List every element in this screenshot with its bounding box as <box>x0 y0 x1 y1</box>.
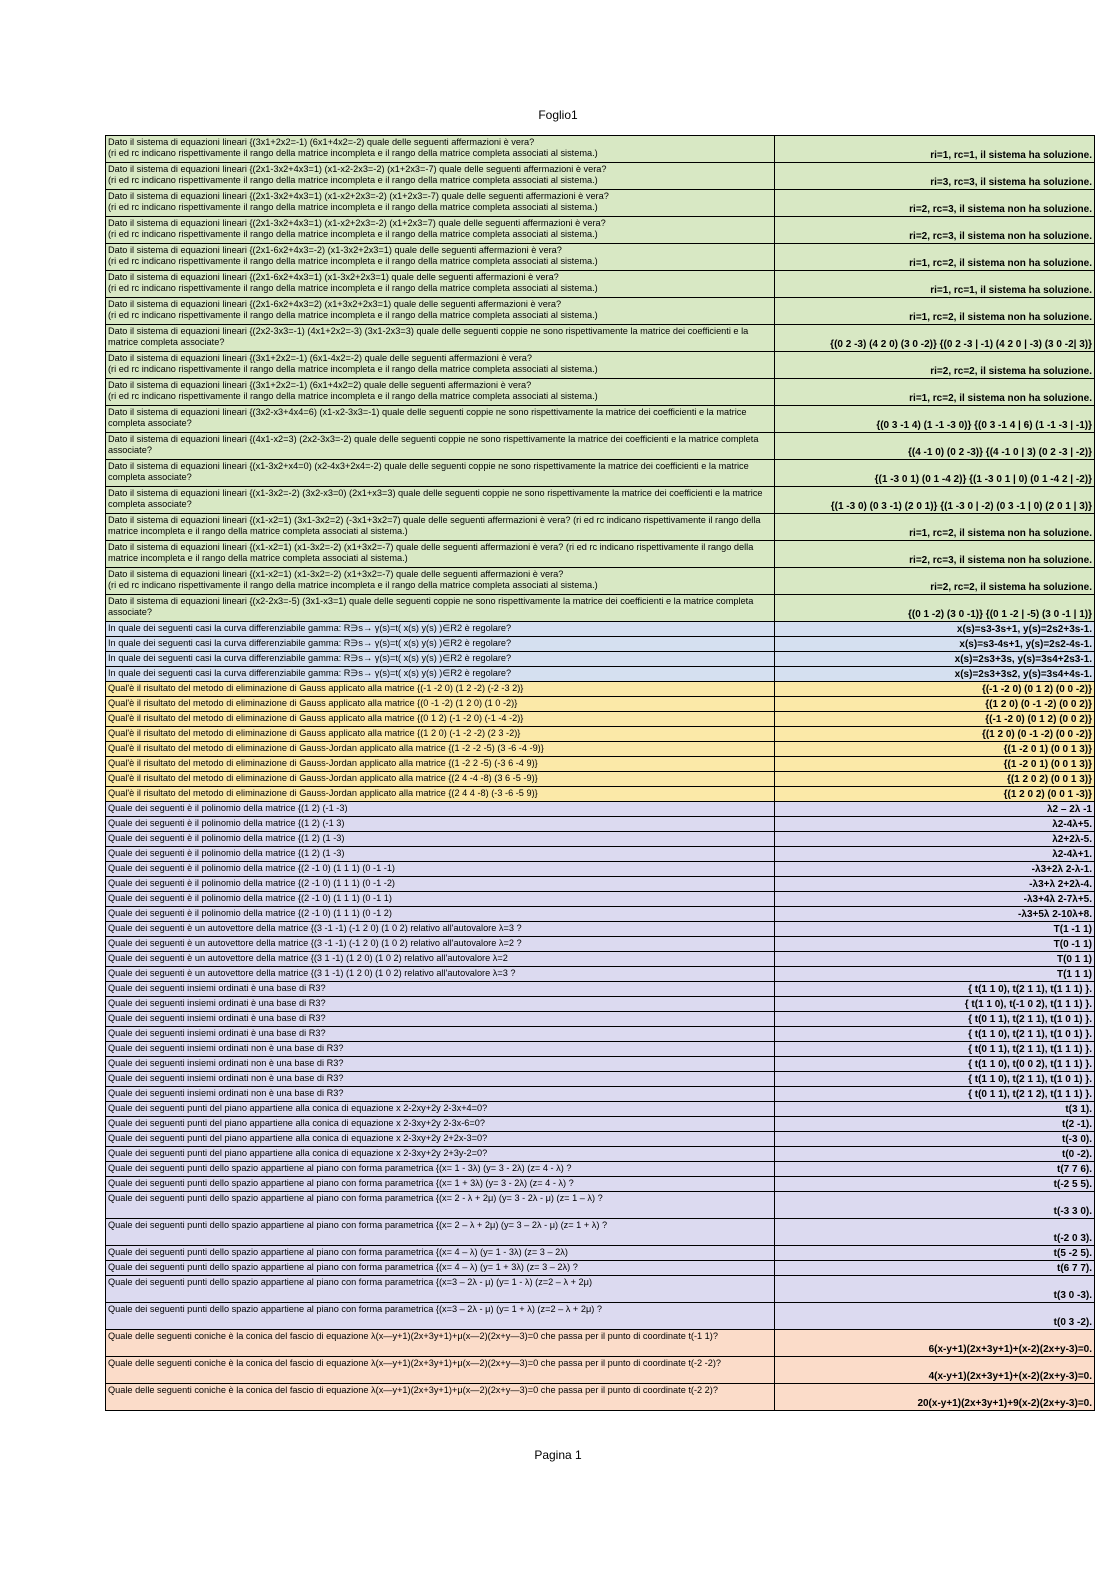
answer-cell: { t(0 1 1), t(2 1 1), t(1 0 1) }. <box>775 1012 1095 1027</box>
answer-cell: 4(x-y+1)(2x+3y+1)+(x-2)(2x+y-3)=0. <box>775 1357 1095 1384</box>
question-cell: Dato il sistema di equazioni lineari {(x1-x2=1) (3x1-3x2=2) (-3x1+3x2=7) quale delle seguenti affermazioni è vera? (ri ed rc indicano rispettivamente il rango della matrice incompleta e il rango della matrice completa associati al sistema.) <box>106 514 775 541</box>
question-cell: Quale dei seguenti insiemi ordinati è una base di R3? <box>106 997 775 1012</box>
question-cell: Dato il sistema di equazioni lineari {(3x2-x3+4x4=6) (x1-x2-3x3=-1) quale delle seguenti coppie ne sono rispettivamente la matrice dei coefficienti e la matrice completa associate? <box>106 406 775 433</box>
table-row <box>106 847 1095 862</box>
question-cell: Dato il sistema di equazioni lineari {(x1-x2=1) (x1-3x2=-2) (x1+3x2=-7) quale delle seguenti affermazioni è vera? (ri ed rc indicano rispettivamente il rango della matrice incompleta e il rango della matrice completa associati al sistema.) <box>106 541 775 568</box>
question-cell: Dato il sistema di equazioni lineari {(4x1-x2=3) (2x2-3x3=-2) quale delle seguenti coppie ne sono rispettivamente la matrice dei coefficienti e la matrice completa associate? <box>106 433 775 460</box>
table-row <box>106 541 1095 568</box>
answer-cell: {(1 2 0) (0 -1 -2) (0 0 2)} <box>775 697 1095 712</box>
question-cell: Dato il sistema di equazioni lineari {(3x1+2x2=-1) (6x1+4x2=2) quale delle seguenti affermazioni è vera? (ri ed rc indicano rispettivamente il rango della matrice incompleta e il rango della matrice completa associati al sistema.) <box>106 379 775 406</box>
question-cell: Quale dei seguenti punti del piano appartiene alla conica di equazione x 2-3xy+2y 2+3y-2=0? <box>106 1147 775 1162</box>
table-row <box>106 1117 1095 1132</box>
question-cell: Quale dei seguenti punti del piano appartiene alla conica di equazione x 2-3xy+2y 2-3x-6=0? <box>106 1117 775 1132</box>
question-cell: Quale dei seguenti punti dello spazio appartiene al piano con forma parametrica {(x= 4 – λ) (y= 1 + 3λ) (z= 3 – 2λ) ? <box>106 1261 775 1276</box>
answer-cell: T(1 -1 1) <box>775 922 1095 937</box>
question-cell: Quale dei seguenti punti dello spazio appartiene al piano con forma parametrica {(x= 2 - λ + 2μ) (y= 3 - 2λ - μ) (z= 1 – λ) ? <box>106 1192 775 1219</box>
question-cell: Dato il sistema di equazioni lineari {(x1-3x2+x4=0) (x2-4x3+2x4=-2) quale delle seguenti coppie ne sono rispettivamente la matrice dei coefficienti e la matrice completa associate? <box>106 460 775 487</box>
answer-cell: -λ3+4λ 2-7λ+5. <box>775 892 1095 907</box>
table-row <box>106 742 1095 757</box>
answer-cell: { t(1 1 0), t(2 1 1), t(1 1 1) }. <box>775 982 1095 997</box>
answer-cell: T(1 1 1) <box>775 967 1095 982</box>
table-row <box>106 697 1095 712</box>
table-row <box>106 622 1095 637</box>
qa-table <box>105 135 1095 1411</box>
question-cell: In quale dei seguenti casi la curva differenziabile gamma: R∋s→ γ(s)=t( x(s) y(s) )∈R2 è regolare? <box>106 667 775 682</box>
question-cell: Quale dei seguenti è un autovettore della matrice {(3 1 -1) (1 2 0) (1 0 2) relativo all'autovalore λ=3 ? <box>106 967 775 982</box>
answer-cell: ri=1, rc=2, il sistema non ha soluzione. <box>775 244 1095 271</box>
table-row <box>106 907 1095 922</box>
question-cell: Quale dei seguenti punti dello spazio appartiene al piano con forma parametrica {(x= 1 - 3λ) (y= 3 - 2λ) (z= 4 - λ) ? <box>106 1162 775 1177</box>
question-cell: Dato il sistema di equazioni lineari {(2x1-6x2+4x3=2) (x1+3x2+2x3=1) quale delle seguenti affermazioni è vera? (ri ed rc indicano rispettivamente il rango della matrice incompleta e il rango della matrice completa associati al sistema.) <box>106 298 775 325</box>
question-cell: Quale dei seguenti insiemi ordinati non è una base di R3? <box>106 1057 775 1072</box>
question-cell: Quale dei seguenti è il polinomio della matrice {(2 -1 0) (1 1 1) (0 -1 -2) <box>106 877 775 892</box>
table-row <box>106 163 1095 190</box>
table-row <box>106 877 1095 892</box>
answer-cell: ri=1, rc=2, il sistema non ha soluzione. <box>775 379 1095 406</box>
table-row <box>106 217 1095 244</box>
table-row <box>106 1261 1095 1276</box>
table-row <box>106 1246 1095 1261</box>
table-row <box>106 1087 1095 1102</box>
table-row <box>106 802 1095 817</box>
answer-cell: t(5 -2 5). <box>775 1246 1095 1261</box>
answer-cell: -λ3+5λ 2-10λ+8. <box>775 907 1095 922</box>
answer-cell: λ2 – 2λ -1 <box>775 802 1095 817</box>
table-row <box>106 982 1095 997</box>
table-row <box>106 1162 1095 1177</box>
table-row <box>106 244 1095 271</box>
answer-cell: t(2 -1). <box>775 1117 1095 1132</box>
answer-cell: ri=2, rc=2, il sistema ha soluzione. <box>775 352 1095 379</box>
answer-cell: {(1 2 0 2) (0 0 1 3)} <box>775 772 1095 787</box>
question-cell: Quale dei seguenti punti dello spazio appartiene al piano con forma parametrica {(x=3 – 2λ - μ) (y= 1 - λ) (z=2 – λ + 2μ) <box>106 1276 775 1303</box>
question-cell: Qual'è il risultato del metodo di eliminazione di Gauss applicato alla matrice {(0 1 2) (-1 -2 0) (-1 -4 -2)} <box>106 712 775 727</box>
table-row <box>106 1072 1095 1087</box>
table-row <box>106 832 1095 847</box>
question-cell: Quale dei seguenti è il polinomio della matrice {(1 2) (1 -3) <box>106 847 775 862</box>
question-cell: Quale dei seguenti punti dello spazio appartiene al piano con forma parametrica {(x= 2 – λ + 2μ) (y= 3 – 2λ - μ) (z= 1 + λ) ? <box>106 1219 775 1246</box>
answer-cell: T(0 -1 1) <box>775 937 1095 952</box>
table-row <box>106 1177 1095 1192</box>
question-cell: Dato il sistema di equazioni lineari {(2x1-6x2+4x3=1) (x1-3x2+2x3=1) quale delle seguenti affermazioni è vera? (ri ed rc indicano rispettivamente il rango della matrice incompleta e il rango della matrice completa associati al sistema.) <box>106 271 775 298</box>
table-row <box>106 1057 1095 1072</box>
answer-cell: {(0 2 -3) (4 2 0) (3 0 -2)} {(0 2 -3 | -1) (4 2 0 | -3) (3 0 -2| 3)} <box>775 325 1095 352</box>
table-row <box>106 190 1095 217</box>
question-cell: Quale dei seguenti insiemi ordinati è una base di R3? <box>106 982 775 997</box>
question-cell: Dato il sistema di equazioni lineari {(2x2-3x3=-1) (4x1+2x2=-3) (3x1-2x3=3) quale delle seguenti coppie ne sono rispettivamente la matrice dei coefficienti e la matrice completa associate? <box>106 325 775 352</box>
answer-cell: {(1 -2 0 1) (0 0 1 3)} <box>775 757 1095 772</box>
question-cell: Qual'è il risultato del metodo di eliminazione di Gauss applicato alla matrice {(1 2 0) (-1 -2 -2) (2 3 -2)} <box>106 727 775 742</box>
table-row <box>106 997 1095 1012</box>
question-cell: Quale dei seguenti punti dello spazio appartiene al piano con forma parametrica {(x= 4 – λ) (y= 1 - 3λ) (z= 3 – 2λ) <box>106 1246 775 1261</box>
question-cell: Quale dei seguenti è il polinomio della matrice {(1 2) (-1 3) <box>106 817 775 832</box>
table-row <box>106 727 1095 742</box>
table-row <box>106 922 1095 937</box>
table-row <box>106 967 1095 982</box>
table-row <box>106 406 1095 433</box>
answer-cell: t(0 -2). <box>775 1147 1095 1162</box>
answer-cell: -λ3+λ 2+2λ-4. <box>775 877 1095 892</box>
answer-cell: t(3 0 -3). <box>775 1276 1095 1303</box>
answer-cell: t(-3 3 0). <box>775 1192 1095 1219</box>
table-row <box>106 667 1095 682</box>
answer-cell: { t(0 1 1), t(2 1 1), t(1 1 1) }. <box>775 1042 1095 1057</box>
table-row <box>106 136 1095 163</box>
table-row <box>106 487 1095 514</box>
answer-cell: {(1 -2 0 1) (0 0 1 3)} <box>775 742 1095 757</box>
table-row <box>106 352 1095 379</box>
answer-cell: {(1 2 0 2) (0 0 1 -3)} <box>775 787 1095 802</box>
question-cell: Quale dei seguenti è il polinomio della matrice {(1 2) (-1 -3) <box>106 802 775 817</box>
question-cell: Dato il sistema di equazioni lineari {(2x1-3x2+4x3=1) (x1-x2+2x3=-2) (x1+2x3=7) quale delle seguenti affermazioni è vera? (ri ed rc indicano rispettivamente il rango della matrice incompleta e il rango della matrice completa associati al sistema.) <box>106 217 775 244</box>
answer-cell: { t(1 1 0), t(2 1 1), t(1 0 1) }. <box>775 1027 1095 1042</box>
question-cell: Quale delle seguenti coniche è la conica del fascio di equazione λ(x—y+1)(2x+3y+1)+μ(x—2)(2x+y—3)=0 che passa per il punto di coordinate t(-1 1)? <box>106 1330 775 1357</box>
question-cell: Quale dei seguenti è il polinomio della matrice {(2 -1 0) (1 1 1) (0 -1 -1) <box>106 862 775 877</box>
question-cell: Qual'è il risultato del metodo di eliminazione di Gauss-Jordan applicato alla matrice {(1 -2 2 -5) (-3 6 -4 9)} <box>106 757 775 772</box>
question-cell: Quale dei seguenti punti del piano appartiene alla conica di equazione x 2-2xy+2y 2-3x+4=0? <box>106 1102 775 1117</box>
question-cell: Dato il sistema di equazioni lineari {(x1-3x2=-2) (3x2-x3=0) (2x1+x3=3) quale delle seguenti coppie ne sono rispettivamente la matrice dei coefficienti e la matrice completa associate? <box>106 487 775 514</box>
table-row <box>106 892 1095 907</box>
answer-cell: {(0 1 -2) (3 0 -1)} {(0 1 -2 | -5) (3 0 -1 | 1)} <box>775 595 1095 622</box>
table-row <box>106 1027 1095 1042</box>
answer-cell: λ2-4λ+1. <box>775 847 1095 862</box>
table-row <box>106 952 1095 967</box>
question-cell: Dato il sistema di equazioni lineari {(3x1+2x2=-1) (6x1+4x2=-2) quale delle seguenti affermazioni è vera? (ri ed rc indicano rispettivamente il rango della matrice incompleta e il rango della matrice completa associati al sistema.) <box>106 136 775 163</box>
answer-cell: ri=2, rc=3, il sistema non ha soluzione. <box>775 190 1095 217</box>
question-cell: In quale dei seguenti casi la curva differenziabile gamma: R∋s→ γ(s)=t( x(s) y(s) )∈R2 è regolare? <box>106 637 775 652</box>
table-row <box>106 682 1095 697</box>
table-row <box>106 514 1095 541</box>
answer-cell: T(0 1 1) <box>775 952 1095 967</box>
question-cell: Quale delle seguenti coniche è la conica del fascio di equazione λ(x—y+1)(2x+3y+1)+μ(x—2)(2x+y—3)=0 che passa per il punto di coordinate t(-2 -2)? <box>106 1357 775 1384</box>
table-row <box>106 1192 1095 1219</box>
answer-cell: ri=1, rc=2, il sistema non ha soluzione. <box>775 514 1095 541</box>
answer-cell: ri=2, rc=3, il sistema non ha soluzione. <box>775 541 1095 568</box>
table-row <box>106 652 1095 667</box>
table-row <box>106 568 1095 595</box>
answer-cell: 6(x-y+1)(2x+3y+1)+(x-2)(2x+y-3)=0. <box>775 1330 1095 1357</box>
question-cell: Quale dei seguenti è un autovettore della matrice {(3 1 -1) (1 2 0) (1 0 2) relativo all'autovalore λ=2 <box>106 952 775 967</box>
question-cell: Quale dei seguenti insiemi ordinati non è una base di R3? <box>106 1072 775 1087</box>
question-cell: Dato il sistema di equazioni lineari {(2x1-6x2+4x3=-2) (x1-3x2+2x3=1) quale delle seguenti affermazioni è vera? (ri ed rc indicano rispettivamente il rango della matrice incompleta e il rango della matrice completa associati al sistema.) <box>106 244 775 271</box>
answer-cell: t(7 7 6). <box>775 1162 1095 1177</box>
answer-cell: t(-3 0). <box>775 1132 1095 1147</box>
table-row <box>106 379 1095 406</box>
answer-cell: ri=1, rc=1, il sistema ha soluzione. <box>775 271 1095 298</box>
question-cell: Quale dei seguenti punti del piano appartiene alla conica di equazione x 2-3xy+2y 2+2x-3=0? <box>106 1132 775 1147</box>
question-cell: Dato il sistema di equazioni lineari {(x2-2x3=-5) (3x1-x3=1) quale delle seguenti coppie ne sono rispettivamente la matrice dei coefficienti e la matrice completa associate? <box>106 595 775 622</box>
question-cell: Quale dei seguenti è un autovettore della matrice {(3 -1 -1) (-1 2 0) (1 0 2) relativo all'autovalore λ=2 ? <box>106 937 775 952</box>
page-footer: Pagina 1 <box>534 1448 582 1462</box>
question-cell: Quale dei seguenti è il polinomio della matrice {(2 -1 0) (1 1 1) (0 -1 1) <box>106 892 775 907</box>
table-row <box>106 637 1095 652</box>
answer-cell: x(s)=2s3+3s2, y(s)=3s4+4s-1. <box>775 667 1095 682</box>
answer-cell: λ2-4λ+5. <box>775 817 1095 832</box>
answer-cell: t(-2 5 5). <box>775 1177 1095 1192</box>
answer-cell: {(1 -3 0 1) (0 1 -4 2)} {(1 -3 0 1 | 0) (0 1 -4 2 | -2)} <box>775 460 1095 487</box>
question-cell: Dato il sistema di equazioni lineari {(2x1-3x2+4x3=1) (x1-x2+2x3=-2) (x1+2x3=-7) quale delle seguenti affermazioni è vera? (ri ed rc indicano rispettivamente il rango della matrice incompleta e il rango della matrice completa associati al sistema.) <box>106 190 775 217</box>
answer-cell: t(3 1). <box>775 1102 1095 1117</box>
table-row <box>106 772 1095 787</box>
answer-cell: {(0 3 -1 4) (1 -1 -3 0)} {(0 3 -1 4 | 6) (1 -1 -3 | -1)} <box>775 406 1095 433</box>
table-row <box>106 1042 1095 1057</box>
table-row <box>106 1132 1095 1147</box>
answer-cell: { t(1 1 0), t(-1 0 2), t(1 1 1) }. <box>775 997 1095 1012</box>
question-cell: Qual'è il risultato del metodo di eliminazione di Gauss applicato alla matrice {(0 -1 -2) (1 2 0) (1 0 -2)} <box>106 697 775 712</box>
table-row <box>106 817 1095 832</box>
table-row <box>106 460 1095 487</box>
table-row <box>106 1357 1095 1384</box>
table-row <box>106 787 1095 802</box>
sheet-title: Foglio1 <box>538 108 578 122</box>
table-row <box>106 1102 1095 1117</box>
question-cell: Dato il sistema di equazioni lineari {(3x1+2x2=-1) (6x1-4x2=-2) quale delle seguenti affermazioni è vera? (ri ed rc indicano rispettivamente il rango della matrice incompleta e il rango della matrice completa associati al sistema.) <box>106 352 775 379</box>
answer-cell: λ2+2λ-5. <box>775 832 1095 847</box>
answer-cell: ri=2, rc=2, il sistema ha soluzione. <box>775 568 1095 595</box>
table-row <box>106 862 1095 877</box>
question-cell: Qual'è il risultato del metodo di eliminazione di Gauss-Jordan applicato alla matrice {(2 4 -4 -8) (3 6 -5 -9)} <box>106 772 775 787</box>
question-cell: Dato il sistema di equazioni lineari {(2x1-3x2+4x3=1) (x1-x2-2x3=-2) (x1+2x3=-7) quale delle seguenti affermazioni è vera? (ri ed rc indicano rispettivamente il rango della matrice incompleta e il rango della matrice completa associati al sistema.) <box>106 163 775 190</box>
table-row <box>106 325 1095 352</box>
qa-table-body <box>106 136 1095 1411</box>
table-row <box>106 1012 1095 1027</box>
answer-cell: {(-1 -2 0) (0 1 2) (0 0 2)} <box>775 712 1095 727</box>
table-row <box>106 1276 1095 1303</box>
answer-cell: ri=2, rc=3, il sistema non ha soluzione. <box>775 217 1095 244</box>
question-cell: Quale dei seguenti è il polinomio della matrice {(1 2) (1 -3) <box>106 832 775 847</box>
answer-cell: { t(1 1 0), t(0 0 2), t(1 1 1) }. <box>775 1057 1095 1072</box>
table-row <box>106 1330 1095 1357</box>
answer-cell: { t(0 1 1), t(2 1 2), t(1 1 1) }. <box>775 1087 1095 1102</box>
answer-cell: t(0 3 -2). <box>775 1303 1095 1330</box>
question-cell: Quale delle seguenti coniche è la conica del fascio di equazione λ(x—y+1)(2x+3y+1)+μ(x—2)(2x+y—3)=0 che passa per il punto di coordinate t(-2 2)? <box>106 1384 775 1411</box>
table-row <box>106 757 1095 772</box>
answer-cell: {(-1 -2 0) (0 1 2) (0 0 -2)} <box>775 682 1095 697</box>
question-cell: Quale dei seguenti punti dello spazio appartiene al piano con forma parametrica {(x= 1 + 3λ) (y= 3 - 2λ) (z= 4 - λ) ? <box>106 1177 775 1192</box>
table-row <box>106 1219 1095 1246</box>
answer-cell: 20(x-y+1)(2x+3y+1)+9(x-2)(2x+y-3)=0. <box>775 1384 1095 1411</box>
question-cell: Qual'è il risultato del metodo di eliminazione di Gauss-Jordan applicato alla matrice {(1 -2 -2 -5) (3 -6 -4 -9)} <box>106 742 775 757</box>
question-cell: Qual'è il risultato del metodo di eliminazione di Gauss-Jordan applicato alla matrice {(2 4 4 -8) (-3 -6 -5 9)} <box>106 787 775 802</box>
answer-cell: {(1 -3 0) (0 3 -1) (2 0 1)} {(1 -3 0 | -2) (0 3 -1 | 0) (2 0 1 | 3)} <box>775 487 1095 514</box>
answer-cell: ri=3, rc=3, il sistema ha soluzione. <box>775 163 1095 190</box>
question-cell: Dato il sistema di equazioni lineari {(x1-x2=1) (x1-3x2=-2) (x1+3x2=-7) quale delle seguenti affermazioni è vera? (ri ed rc indicano rispettivamente il rango della matrice incompleta e il rango della matrice completa associati al sistema.) <box>106 568 775 595</box>
question-cell: Qual'è il risultato del metodo di eliminazione di Gauss applicato alla matrice {(-1 -2 0) (1 2 -2) (-2 -3 2)} <box>106 682 775 697</box>
table-row <box>106 298 1095 325</box>
answer-cell: x(s)=s3-4s+1, y(s)=2s2-4s-1. <box>775 637 1095 652</box>
table-row <box>106 271 1095 298</box>
answer-cell: { t(1 1 0), t(2 1 1), t(1 0 1) }. <box>775 1072 1095 1087</box>
question-cell: Quale dei seguenti è il polinomio della matrice {(2 -1 0) (1 1 1) (0 -1 2) <box>106 907 775 922</box>
question-cell: Quale dei seguenti è un autovettore della matrice {(3 -1 -1) (-1 2 0) (1 0 2) relativo all'autovalore λ=3 ? <box>106 922 775 937</box>
answer-cell: t(-2 0 3). <box>775 1219 1095 1246</box>
answer-cell: t(6 7 7). <box>775 1261 1095 1276</box>
question-cell: In quale dei seguenti casi la curva differenziabile gamma: R∋s→ γ(s)=t( x(s) y(s) )∈R2 è regolare? <box>106 652 775 667</box>
answer-cell: ri=1, rc=1, il sistema ha soluzione. <box>775 136 1095 163</box>
question-cell: Quale dei seguenti punti dello spazio appartiene al piano con forma parametrica {(x=3 – 2λ - μ) (y= 1 + λ) (z=2 – λ + 2μ) ? <box>106 1303 775 1330</box>
question-cell: Quale dei seguenti insiemi ordinati è una base di R3? <box>106 1012 775 1027</box>
table-row <box>106 937 1095 952</box>
answer-cell: -λ3+2λ 2-λ-1. <box>775 862 1095 877</box>
answer-cell: {(1 2 0) (0 -1 -2) (0 0 -2)} <box>775 727 1095 742</box>
table-row <box>106 1384 1095 1411</box>
question-cell: In quale dei seguenti casi la curva differenziabile gamma: R∋s→ γ(s)=t( x(s) y(s) )∈R2 è regolare? <box>106 622 775 637</box>
answer-cell: x(s)=s3-3s+1, y(s)=2s2+3s-1. <box>775 622 1095 637</box>
table-row <box>106 1303 1095 1330</box>
question-cell: Quale dei seguenti insiemi ordinati è una base di R3? <box>106 1027 775 1042</box>
answer-cell: x(s)=2s3+3s, y(s)=3s4+2s3-1. <box>775 652 1095 667</box>
question-cell: Quale dei seguenti insiemi ordinati non è una base di R3? <box>106 1087 775 1102</box>
table-row <box>106 595 1095 622</box>
question-cell: Quale dei seguenti insiemi ordinati non è una base di R3? <box>106 1042 775 1057</box>
table-row <box>106 1147 1095 1162</box>
answer-cell: ri=1, rc=2, il sistema non ha soluzione. <box>775 298 1095 325</box>
answer-cell: {(4 -1 0) (0 2 -3)} {(4 -1 0 | 3) (0 2 -3 | -2)} <box>775 433 1095 460</box>
table-row <box>106 712 1095 727</box>
table-row <box>106 433 1095 460</box>
